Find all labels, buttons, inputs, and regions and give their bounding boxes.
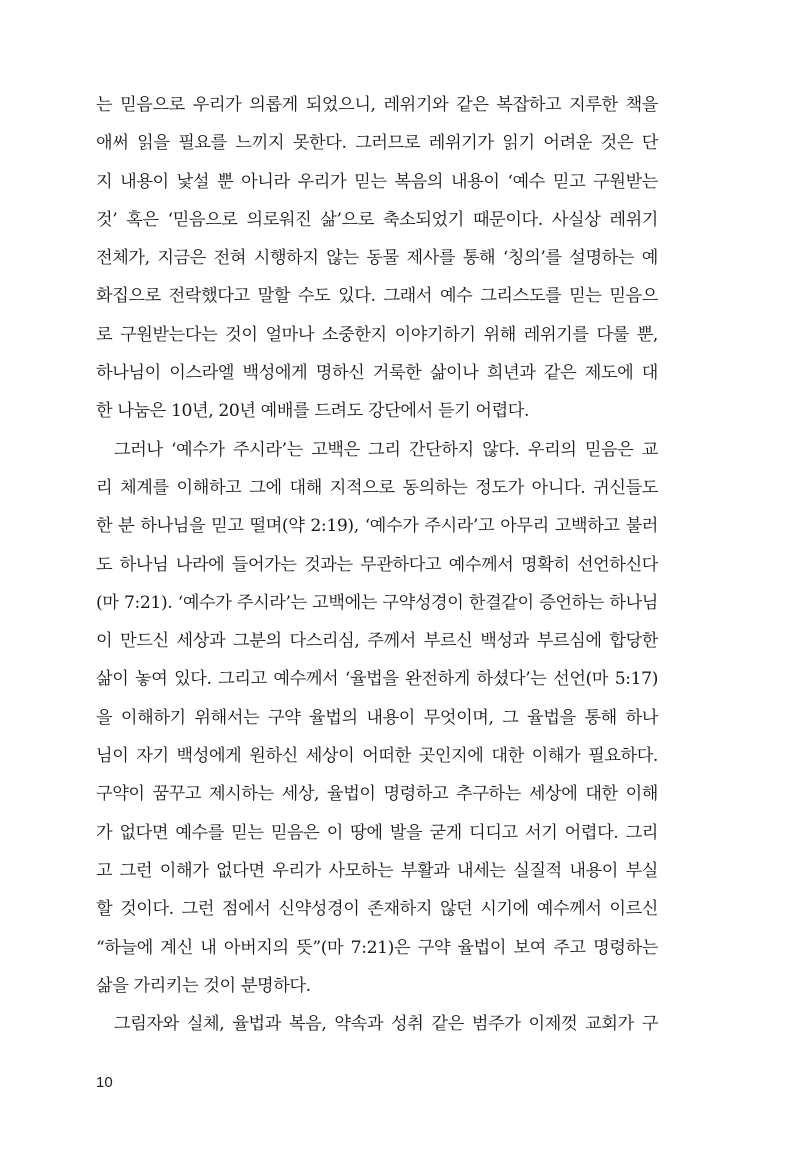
text-line: “하늘에 계신 내 아버지의 뜻”(마 7:21)은 구약 율법이 보여 주고 명령하는 bbox=[96, 937, 658, 958]
text-line: 가 없다면 예수를 믿는 믿음은 이 땅에 발을 굳게 디디고 서기 어렵다. 그리 bbox=[96, 822, 658, 843]
text-line: 그림자와 실체, 율법과 복음, 약속과 성취 같은 범주가 이제껏 교회가 구 bbox=[114, 1014, 658, 1035]
text-line: 도 하나님 나라에 들어가는 것과는 무관하다고 예수께서 명확히 선언하신다 bbox=[96, 554, 658, 575]
text-line: 한 나눔은 10년, 20년 예배를 드려도 강단에서 듣기 어렵다. bbox=[96, 401, 530, 422]
page-number: 10 bbox=[96, 1074, 113, 1091]
text-line: 지 내용이 낯설 뿐 아니라 우리가 믿는 복음의 내용이 ‘예수 믿고 구원받는 bbox=[96, 171, 658, 192]
text-line: 애써 읽을 필요를 느끼지 못한다. 그러므로 레위기가 읽기 어려운 것은 단 bbox=[96, 133, 658, 154]
text-line: 구약이 꿈꾸고 제시하는 세상, 율법이 명령하고 추구하는 세상에 대한 이해 bbox=[96, 784, 658, 805]
text-line: 할 것이다. 그런 점에서 신약성경이 존재하지 않던 시기에 예수께서 이르신 bbox=[96, 899, 658, 920]
text-line: 이 만드신 세상과 그분의 다스리심, 주께서 부르신 백성과 부르심에 합당한 bbox=[96, 631, 658, 652]
text-line: 화집으로 전락했다고 말할 수도 있다. 그래서 예수 그리스도를 믿는 믿음으 bbox=[96, 286, 658, 307]
text-line: 는 믿음으로 우리가 의롭게 되었으니, 레위기와 같은 복잡하고 지루한 책을 bbox=[96, 95, 658, 115]
text-line: 고 그런 이해가 없다면 우리가 사모하는 부활과 내세는 실질적 내용이 부실 bbox=[96, 860, 658, 881]
text-line: 한 분 하나님을 믿고 떨며(약 2:19), ‘예수가 주시라’고 아무리 고백하고 불러 bbox=[96, 516, 658, 537]
text-line: 하나님이 이스라엘 백성에게 명하신 거룩한 삶이나 희년과 같은 제도에 대 bbox=[96, 363, 658, 384]
text-line: 을 이해하기 위해서는 구약 율법의 내용이 무엇이며, 그 율법을 통해 하나 bbox=[96, 707, 658, 728]
text-line: 리 체계를 이해하고 그에 대해 지적으로 동의하는 정도가 아니다. 귀신들도 bbox=[96, 477, 658, 498]
text-line: 삶을 가리키는 것이 분명하다. bbox=[96, 975, 311, 996]
text-line: 로 구원받는다는 것이 얼마나 소중한지 이야기하기 위해 레위기를 다룰 뿐, bbox=[96, 324, 658, 345]
text-line: 삶이 놓여 있다. 그리고 예수께서 ‘율법을 완전하게 하셨다’는 선언(마 5:17) bbox=[96, 669, 658, 690]
text-line: 그러나 ‘예수가 주시라’는 고백은 그리 간단하지 않다. 우리의 믿음은 교 bbox=[114, 439, 658, 460]
body-text bbox=[96, 86, 658, 1043]
text-line: (마 7:21). ‘예수가 주시라’는 고백에는 구약성경이 한결같이 증언하는 하나님 bbox=[96, 592, 658, 613]
text-line: 님이 자기 백성에게 원하신 세상이 어떠한 곳인지에 대한 이해가 필요하다. bbox=[96, 746, 658, 767]
text-line: 것’ 혹은 ‘믿음으로 의로워진 삶’으로 축소되었기 때문이다. 사실상 레위기 bbox=[96, 209, 658, 230]
text-line: 전체가, 지금은 전혀 시행하지 않는 동물 제사를 통해 ‘칭의’를 설명하는 예 bbox=[96, 248, 658, 269]
